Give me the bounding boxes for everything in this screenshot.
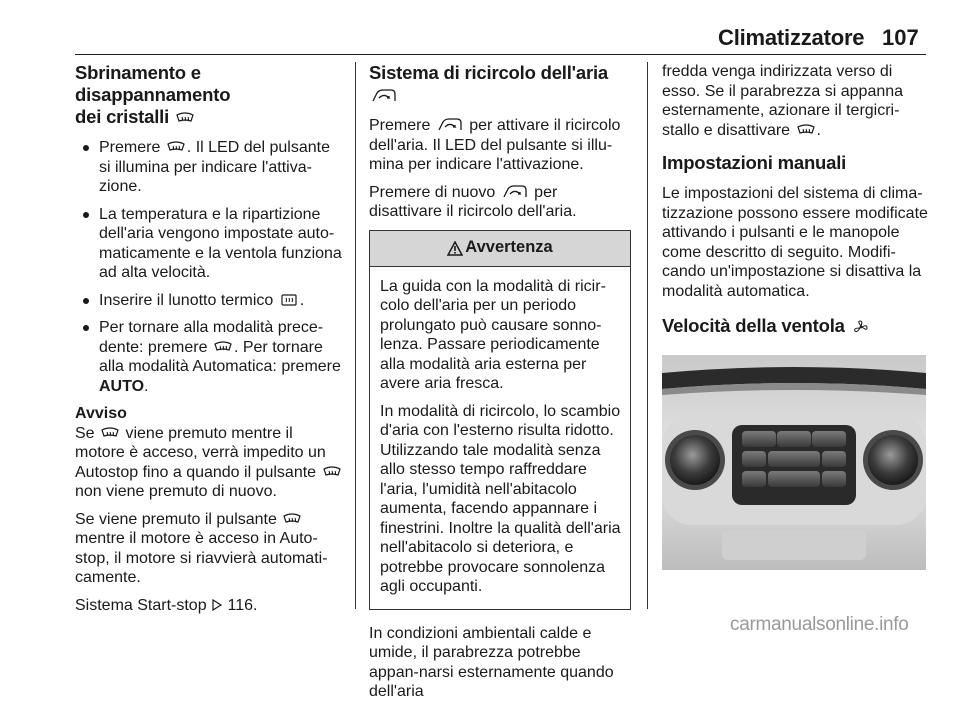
rear-window-heater-icon bbox=[280, 293, 298, 307]
warning-text: In modalità di ricircolo, lo scambio d'aria con l'esterno risulta ridotto. Utilizzando tale modalità senza allo stesso tempo raffreddare l'aria, l'umidità nell'abitacolo aumenta, facendo appannare i finestrini. Inoltre la qualità dell'aria nell'abitacolo si deteriora, e potrebbe provocare sonnolenza agli occupanti. bbox=[380, 402, 621, 595]
list-item: La temperatura e la ripartizione dell'aria vengono impostate auto-maticamente e la ventola funziona ad alta velocità. bbox=[75, 205, 345, 283]
windshield-defrost-icon bbox=[176, 111, 194, 125]
note-text: Se viene premuto il pulsante mentre il motore è acceso in Auto-stop, il motore si riavvierà automati-camente. bbox=[75, 510, 328, 586]
warning-body bbox=[370, 267, 630, 609]
watermark-url: carmanualsonline.info bbox=[730, 614, 909, 635]
warning-triangle-icon bbox=[447, 241, 463, 256]
heading-defrost: Sbrinamento e disappannamento dei cristalli bbox=[75, 62, 231, 127]
column-1 bbox=[75, 62, 345, 623]
list-item: Inserire il lunotto termico . bbox=[75, 291, 345, 311]
note-title: Avviso bbox=[75, 405, 127, 422]
paragraph: fredda venga indirizzata verso di esso. Se il parabrezza si appanna esternamente, azionare il tergicri-stallo e disattivare . bbox=[662, 63, 904, 139]
cross-reference[interactable]: Sistema Start-stop 116. bbox=[75, 596, 258, 614]
defrost-steps bbox=[75, 138, 345, 396]
list-item: Per tornare alla modalità prece-dente: premere . Per tornare alla modalità Automatica: premere AUTO. bbox=[75, 318, 345, 396]
reference-arrow-icon bbox=[211, 599, 223, 611]
windshield-defrost-icon bbox=[167, 140, 185, 154]
header-rule bbox=[75, 54, 926, 55]
windshield-defrost-icon bbox=[283, 512, 301, 526]
warning-header: Avvertenza bbox=[370, 231, 630, 267]
section-title: Climatizzatore bbox=[718, 25, 865, 50]
windshield-defrost-icon bbox=[101, 426, 119, 440]
fan-icon bbox=[852, 320, 870, 334]
paragraph: In condizioni ambientali calde e umide, il parabrezza potrebbe appan-narsi esternamente quando dell'aria bbox=[369, 624, 614, 700]
windshield-defrost-icon bbox=[797, 123, 815, 137]
column-2 bbox=[369, 62, 631, 710]
column-divider bbox=[647, 62, 648, 609]
note-text: Se viene premuto mentre il motore è acceso, verrà impedito un Autostop fino a quando il pulsante non viene premuto di nuovo. bbox=[75, 424, 345, 502]
warning-box bbox=[369, 230, 631, 610]
paragraph: Le impostazioni del sistema di clima-tizzazione possono essere modificate attivando i pulsanti e le manopole come descritto di seguito. Modifi-cando un'impostazione si disattiva la modalità automatica. bbox=[662, 185, 928, 300]
climate-control-panel-photo bbox=[662, 355, 926, 570]
page-number: 107 bbox=[882, 25, 919, 50]
paragraph: Premere di nuovo per disattivare il ricircolo dell'aria. bbox=[369, 183, 577, 220]
paragraph: Premere per attivare il ricircolo dell'aria. Il LED del pulsante si illu-mina per indicare l'attivazione. bbox=[369, 117, 621, 173]
warning-text: La guida con la modalità di ricir-colo dell'aria per un periodo prolungato può causare sonno-lenza. Passare periodicamente alla modalità aria esterna per avere aria fresca. bbox=[380, 277, 606, 392]
windshield-defrost-icon bbox=[214, 340, 232, 354]
list-item: Premere . Il LED del pulsante si illumina per indicare l'attiva-zione. bbox=[75, 138, 345, 197]
column-3 bbox=[662, 62, 928, 570]
heading-manual-settings: Impostazioni manuali bbox=[662, 152, 847, 173]
heading-fan-speed: Velocità della ventola bbox=[662, 315, 928, 337]
air-recirculation-icon bbox=[371, 89, 397, 103]
air-recirculation-icon bbox=[502, 185, 528, 199]
column-divider bbox=[355, 62, 356, 609]
air-recirculation-icon bbox=[437, 118, 463, 132]
windshield-defrost-icon bbox=[323, 465, 341, 479]
heading-recirculation: Sistema di ricircolo dell'aria bbox=[369, 62, 631, 106]
